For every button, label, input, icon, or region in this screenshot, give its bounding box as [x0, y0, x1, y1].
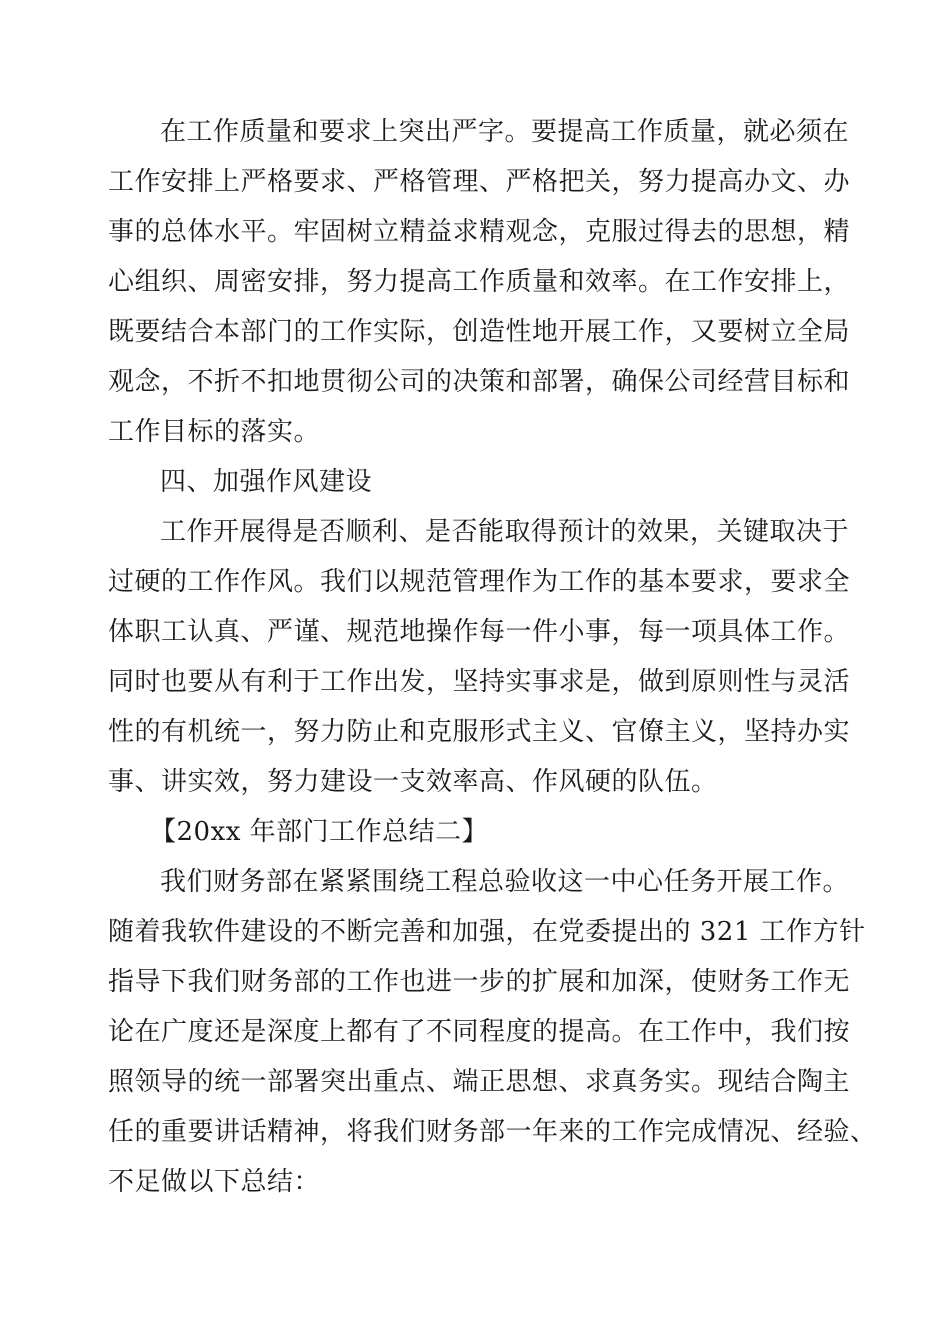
text-line: 任的重要讲话精神，将我们财务部一年来的工作完成情况、经验、	[108, 1117, 877, 1147]
text-line: 工作安排上严格要求、严格管理、严格把关，努力提高办文、办	[108, 167, 851, 197]
text-line: 指导下我们财务部的工作也进一步的扩展和加深，使财务工作无	[108, 967, 851, 997]
text-line: 工作目标的落实。	[108, 417, 321, 447]
section-heading: 四、加强作风建设	[160, 467, 373, 497]
text-line: 心组织、周密安排，努力提高工作质量和效率。在工作安排上，	[108, 267, 851, 297]
text-line: 性的有机统一，努力防止和克服形式主义、官僚主义，坚持办实	[108, 717, 851, 747]
text-line: 事、讲实效，努力建设一支效率高、作风硬的队伍。	[108, 767, 718, 797]
text-line: 不足做以下总结：	[108, 1167, 321, 1197]
text-line: 在工作质量和要求上突出严字。要提高工作质量，就必须在	[160, 117, 850, 147]
text-line: 照领导的统一部署突出重点、端正思想、求真务实。现结合陶主	[108, 1067, 851, 1097]
section-title: 【20xx 年部门工作总结二】	[150, 817, 489, 847]
text-line: 过硬的工作作风。我们以规范管理作为工作的基本要求，要求全	[108, 567, 851, 597]
text-line: 事的总体水平。牢固树立精益求精观念，克服过得去的思想，精	[108, 217, 851, 247]
text-line: 随着我软件建设的不断完善和加强，在党委提出的 321 工作方针	[108, 917, 866, 947]
text-line: 既要结合本部门的工作实际，创造性地开展工作，又要树立全局	[108, 317, 851, 347]
text-line: 同时也要从有利于工作出发，坚持实事求是，做到原则性与灵活	[108, 667, 851, 697]
text-line: 我们财务部在紧紧围绕工程总验收这一中心任务开展工作。	[160, 867, 850, 897]
text-line: 观念，不折不扣地贯彻公司的决策和部署，确保公司经营目标和	[108, 367, 851, 397]
text-line: 论在广度还是深度上都有了不同程度的提高。在工作中，我们按	[108, 1017, 851, 1047]
text-line: 体职工认真、严谨、规范地操作每一件小事，每一项具体工作。	[108, 617, 851, 647]
text-line: 工作开展得是否顺利、是否能取得预计的效果，关键取决于	[160, 517, 850, 547]
